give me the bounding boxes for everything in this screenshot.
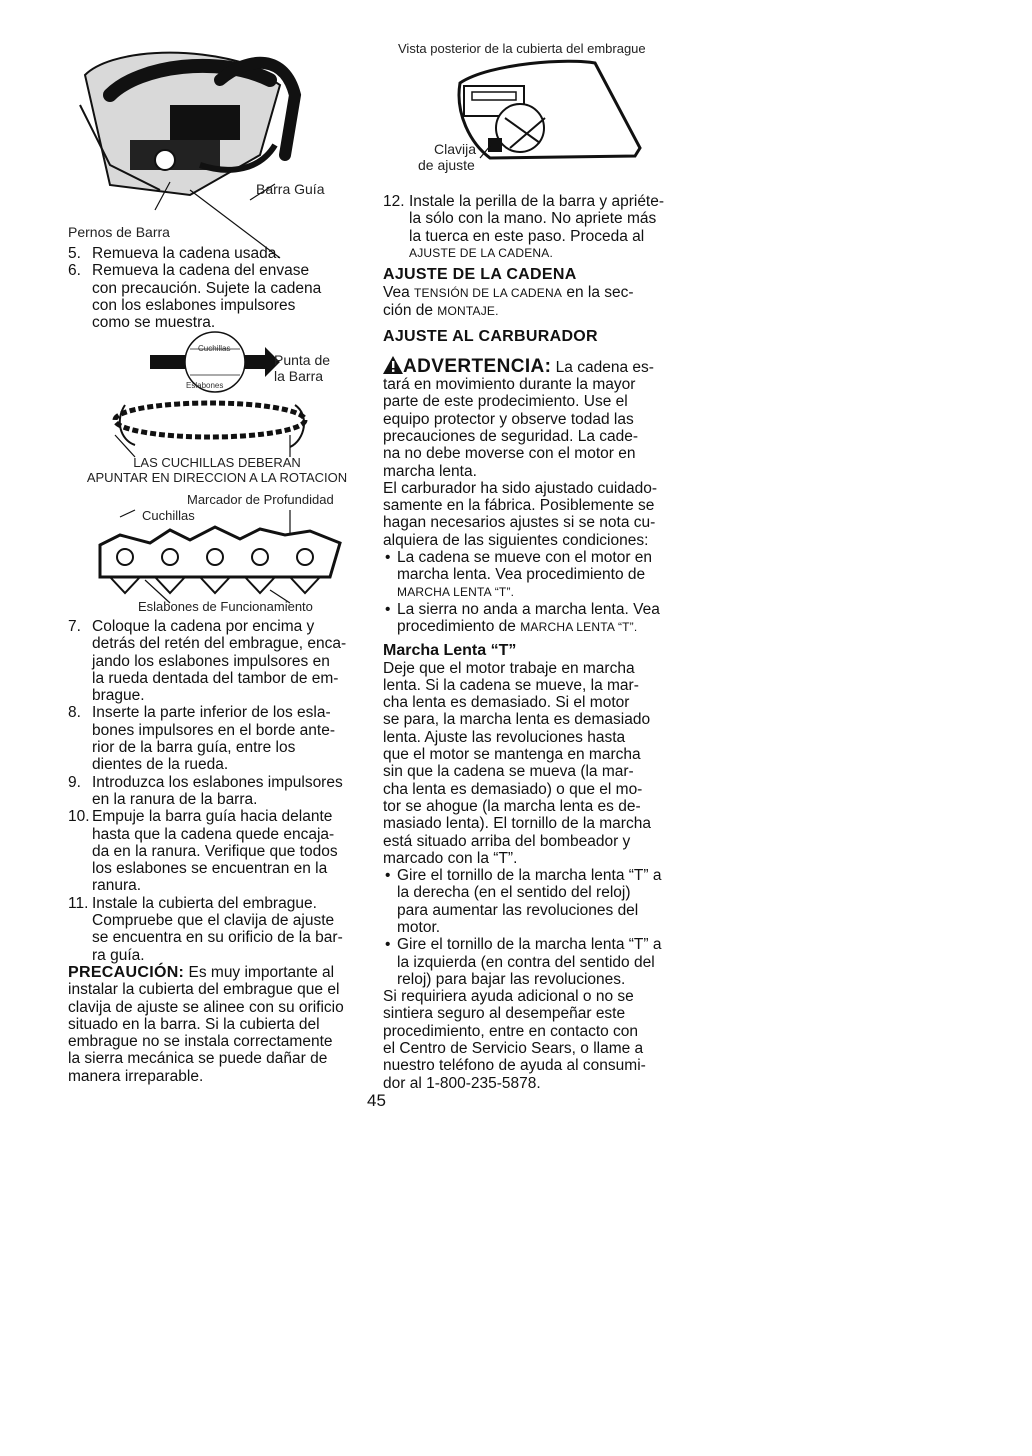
clutch-cover-illustration	[450, 58, 650, 168]
step-text: Introduzca los eslabones impulsores	[92, 773, 343, 791]
chain-direction-caption	[72, 455, 362, 485]
idle-text: Deje que el motor trabaje en marcha	[383, 659, 635, 677]
text-run: procedimiento de	[397, 618, 521, 636]
carb-text: hagan necesarios ajustes si se nota cu-	[383, 514, 656, 532]
idle-text: sin que la cadena se mueva (la mar-	[383, 763, 634, 781]
warning-text: La cadena es-	[551, 358, 654, 376]
bullet-dot: •	[385, 600, 391, 618]
closing-text: nuestro teléfono de ayuda al consumi-	[383, 1057, 646, 1075]
bullet-text	[397, 618, 683, 636]
idle-text: se para, la marcha lenta es demasiado	[383, 711, 651, 729]
step-number: 9.	[68, 773, 81, 791]
carb-text: El carburador ha sido ajustado cuidado-	[383, 479, 658, 497]
bullet-text: la derecha (en el sentido del reloj)	[397, 884, 631, 902]
closing-text: sintiera seguro al desempeñar este	[383, 1005, 626, 1023]
step-text: Compruebe que el clavija de ajuste	[92, 912, 335, 930]
chain-adjust-text	[383, 302, 683, 320]
step-number: 5.	[68, 245, 81, 262]
step-text: los eslabones se encuentran en la	[92, 860, 328, 878]
bar-tip-label-line1: Punta de	[274, 352, 331, 368]
adjust-pin-label-line1: Clavija	[434, 141, 477, 157]
warning-text: marcha lenta.	[383, 462, 477, 480]
bullet-dot: •	[385, 867, 391, 885]
step-text: bones impulsores en el borde ante-	[92, 721, 335, 739]
step-number: 7.	[68, 618, 81, 635]
step-text: Remueva la cadena del envase	[92, 262, 310, 280]
text-run: Vea	[383, 284, 415, 302]
bullet-text: La sierra no anda a marcha lenta. Vea	[397, 600, 660, 618]
caution-text: la sierra mecánica se puede dañar de	[68, 1050, 328, 1068]
warning-text: parte de este prodecimiento. Use el	[383, 393, 628, 411]
bullet-text: marcha lenta. Vea procedimiento de	[397, 566, 646, 584]
closing-text: dor al 1-800-235-5878.	[383, 1074, 541, 1092]
idle-text: lenta. Si la cadena se mueve, la mar-	[383, 676, 639, 694]
step-text: jando los eslabones impulsores en	[92, 652, 330, 670]
step-text: Coloque la cadena por encima y	[92, 618, 315, 635]
step-text: ra guía.	[92, 946, 145, 964]
adjust-bullet	[383, 936, 683, 988]
links-small-label: Eslabones	[186, 381, 224, 390]
step-text: hasta que la cadena quede encaja-	[92, 825, 335, 843]
step-text: Remueva la cadena usada.	[92, 245, 281, 262]
carb-text: samente en la fábrica. Posiblemente se	[383, 497, 655, 515]
step-text: la sólo con la mano. No apriete más	[409, 210, 657, 228]
adjust-pin-label-line2: de ajuste	[418, 157, 475, 173]
bullet-text: reloj) para bajar las revoluciones.	[397, 970, 626, 988]
idle-text: cha lenta es demasiado) o que el mo-	[383, 780, 643, 798]
condition-bullet	[383, 601, 683, 637]
drive-links-label: Eslabones de Funcionamiento	[138, 599, 313, 614]
warning-text: equipo protector y observe todad las	[383, 410, 634, 428]
step-number: 6.	[68, 262, 81, 280]
bar-tip-label-line2: la Barra	[274, 368, 324, 384]
step-12	[383, 193, 683, 262]
step-text: con los eslabones impulsores	[92, 296, 296, 314]
step-text: rior de la barra guía, entre los	[92, 739, 296, 757]
step-text: ranura.	[92, 877, 142, 895]
idle-text: está situado arriba del bombeador y	[383, 832, 631, 850]
closing-text: el Centro de Servicio Sears, o llame a	[383, 1040, 644, 1058]
cutters-label: Cuchillas	[142, 508, 195, 523]
bar-tip-label	[274, 352, 330, 384]
cutters-small-label: Cuchillas	[198, 344, 231, 353]
caution-text: manera irreparable.	[68, 1067, 204, 1085]
step-text: dientes de la rueda.	[92, 756, 229, 774]
text-run: en la sec-	[562, 284, 634, 302]
closing-text: procedimiento, entre en contacto con	[383, 1022, 639, 1040]
bullet-text-caps: MARCHA LENTA “T”.	[397, 584, 515, 599]
step-number: 11.	[68, 894, 89, 912]
step-text: Instale la perilla de la barra y apriéte-	[409, 193, 665, 210]
caution-text: clavija de ajuste se alinee con su orificio	[68, 998, 344, 1016]
step-text: la tuerca en este paso. Proceda al	[409, 227, 645, 245]
bullet-text: Gire el tornillo de la marcha lenta “T” a	[397, 936, 662, 954]
step-text: Empuje la barra guía hacia delante	[92, 808, 333, 826]
caution-text: situado en la barra. Si la cubierta del	[68, 1015, 320, 1033]
right-column	[383, 193, 683, 1092]
step-number: 10.	[68, 808, 90, 826]
chain-adjust-heading: AJUSTE DE LA CADENA	[383, 266, 577, 284]
step-text: brague.	[92, 687, 145, 705]
adjust-pin-label	[418, 141, 476, 173]
step-text: la rueda dentada del tambor de em-	[92, 669, 339, 687]
step-8	[68, 704, 363, 773]
idle-text: lenta. Ajuste las revoluciones hasta	[383, 728, 626, 746]
bar-guide-label: Barra Guía	[256, 181, 325, 197]
depth-gauge-label: Marcador de Profundidad	[187, 492, 334, 507]
step-10	[68, 808, 363, 894]
step-text: como se muestra.	[92, 314, 216, 332]
step-number: 8.	[68, 704, 81, 722]
caption-line: APUNTAR EN DIRECCION A LA ROTACION	[86, 470, 348, 485]
bullet-text: motor.	[397, 918, 441, 936]
step-11	[68, 895, 363, 964]
caps-run: MARCHA LENTA “T”.	[520, 620, 638, 635]
step-9	[68, 774, 363, 809]
step-text: se encuentra en su orificio de la bar-	[92, 929, 343, 947]
adjust-bullet	[383, 867, 683, 936]
steps-top	[68, 245, 358, 331]
step-7	[68, 618, 363, 704]
warning-icon	[383, 356, 403, 374]
caution-text: Es muy importante al	[184, 963, 335, 981]
warning-text: tará en movimiento durante la mayor	[383, 376, 636, 394]
idle-heading: Marcha Lenta “T”	[383, 641, 517, 659]
caution-label: PRECAUCIÓN:	[68, 963, 185, 981]
warning-text: precauciones de seguridad. La cade-	[383, 427, 639, 445]
step-text: en la ranura de la barra.	[92, 790, 258, 808]
warning-paragraph	[383, 356, 683, 480]
caution-paragraph	[68, 964, 363, 1085]
step-text: Instale la cubierta del embrague.	[92, 894, 317, 912]
caps-run: MONTAJE.	[437, 304, 499, 319]
step-text-caps: AJUSTE DE LA CADENA.	[409, 245, 554, 260]
idle-text: tor se ahogue (la marcha lenta es de-	[383, 797, 641, 815]
idle-text: masiado lenta). El tornillo de la marcha	[383, 815, 651, 833]
idle-text: que el motor se mantenga en marcha	[383, 746, 641, 764]
idle-paragraph	[383, 660, 683, 868]
warning-text: na no debe moverse con el motor en	[383, 445, 636, 463]
carb-heading: AJUSTE AL CARBURADOR	[383, 327, 598, 345]
text-run: ción de	[383, 302, 438, 320]
closing-text: Si requiriera ayuda adicional o no se	[383, 988, 634, 1006]
clutch-cover-caption: Vista posterior de la cubierta del embrague	[398, 41, 646, 56]
chain-parts-illustration	[90, 505, 350, 605]
bullet-text: la izquierda (en contra del sentido del	[397, 953, 655, 971]
step-6	[68, 262, 358, 331]
bullet-text: para aumentar las revoluciones del	[397, 901, 639, 919]
bullet-text: La cadena se mueve con el motor en	[397, 549, 653, 567]
step-text: detrás del retén del embrague, enca-	[92, 635, 347, 653]
caption-line: LAS CUCHILLAS DEBERAN	[133, 455, 301, 470]
step-number: 12.	[383, 193, 405, 210]
warning-label: ADVERTENCIA:	[403, 355, 552, 377]
step-text: Inserte la parte inferior de los esla-	[92, 704, 331, 722]
condition-bullet	[383, 549, 683, 601]
caution-text: embrague no se instala correctamente	[68, 1033, 333, 1051]
bullet-dot: •	[385, 549, 391, 567]
step-5	[68, 245, 358, 262]
step-text: da en la ranura. Verifique que todos	[92, 842, 338, 860]
caution-text: instalar la cubierta del embrague que el	[68, 981, 340, 999]
carb-paragraph	[383, 480, 683, 549]
page-number: 45	[367, 1091, 386, 1110]
idle-text: cha lenta es demasiado. Si el motor	[383, 694, 630, 712]
caps-run: TENSIÓN DE LA CADENA	[414, 286, 563, 301]
closing-paragraph	[383, 988, 683, 1092]
step-text: con precaución. Sujete la cadena	[92, 279, 322, 297]
carb-text: alquiera de las siguientes condiciones:	[383, 531, 649, 549]
bullet-dot: •	[385, 936, 391, 954]
bullet-text: Gire el tornillo de la marcha lenta “T” a	[397, 867, 662, 885]
bar-bolts-label: Pernos de Barra	[68, 224, 170, 240]
chain-adjust-text	[383, 284, 683, 302]
idle-text: marcado con la “T”.	[383, 849, 518, 867]
steps-bottom	[68, 618, 363, 1085]
